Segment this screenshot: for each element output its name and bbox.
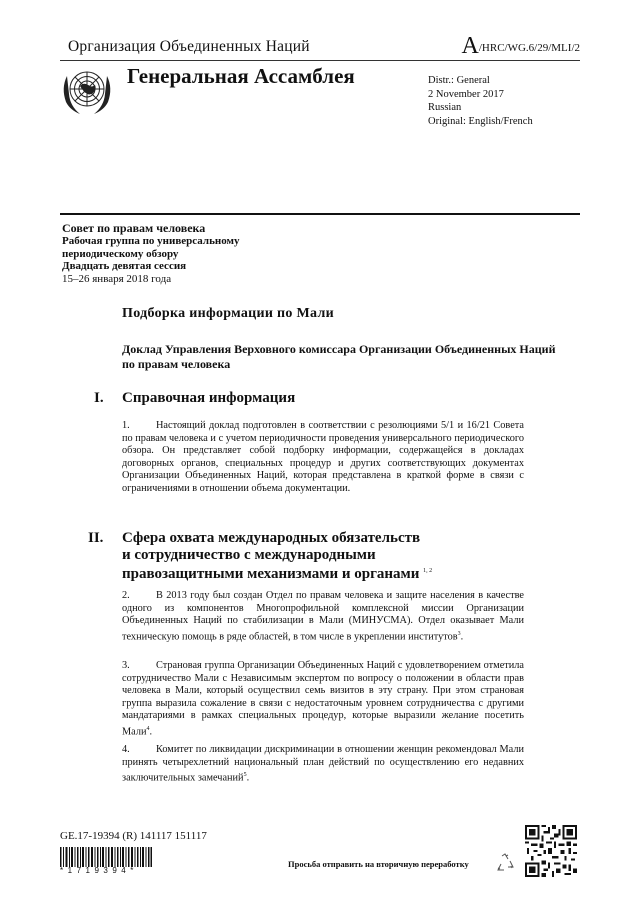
language-line: Russian <box>428 102 462 113</box>
document-symbol <box>462 33 580 60</box>
session-dates: 15–26 января 2018 года <box>62 273 172 286</box>
section-title: Справочная информация <box>122 390 296 406</box>
paragraph-text: В 2013 году был создан Отдел по правам человека и защите населения в качестве одного из компонентов Многопрофильной комплексной миссии Организации Объединенных Наций по стабилизации в Мали (МИНУСМА). Отдел оказывает Мали техническую помощь в ряде областей, в том числе в укреплении институтов <box>122 590 524 643</box>
document-title: Подборка информации по Мали <box>122 306 334 321</box>
date-line: 2 November 2017 <box>428 88 504 100</box>
footnote-ref[interactable]: 1, 2 <box>423 568 433 574</box>
paragraph-number: 4. <box>122 744 130 755</box>
footnote-ref[interactable]: 4 <box>146 725 150 732</box>
session-name: Двадцать девятая сессия <box>62 260 187 273</box>
footnote-ref[interactable]: 5 <box>243 772 247 779</box>
paragraph-3 <box>122 660 524 739</box>
paragraph-number: 2. <box>122 590 130 601</box>
symbol-rest: /HRC/WG.6/29/MLI/2 <box>478 42 580 54</box>
symbol-prefix: A <box>461 33 479 59</box>
paragraph-end: . <box>149 726 153 738</box>
paragraph-2 <box>122 590 524 644</box>
working-group-line1: Рабочая группа по универсальному <box>62 234 240 247</box>
paragraph-text: Страновая группа Организации Объединенных Наций с удовлетворением отметила сотрудничество Мали с Независимым экспертом по вопросу о положении в области прав человека в Мали, который осуществил семь визитов в эту страну. При этом страновая группа выразила сожаление в связи с недостаточным уровнем сотрудничества с другими мандатариями в рамках специальных процедур, которые выразили желание посетить Мали <box>122 660 524 738</box>
paragraph-number: 1. <box>122 420 130 431</box>
header-rule <box>60 60 580 61</box>
paragraph-end: . <box>246 772 250 784</box>
recycle-notice: Просьба отправить на вторичную переработку <box>288 859 469 869</box>
footnote-ref[interactable]: 3 <box>457 630 461 637</box>
council-name: Совет по правам человека <box>62 221 206 235</box>
paragraph-text: Комитет по ликвидации дискриминации в отношении женщин рекомендовал Мали принять четырехлетний национальный план действий по осуществлению его недавних заключительных замечаний <box>122 744 524 784</box>
un-emblem-icon <box>58 62 116 118</box>
paragraph-text: Настоящий доклад подготовлен в соответствии с резолюциями 5/1 и 16/21 Совета по правам человека и с учетом периодичности проведения универсального периодического обзора. Он представляет собой подборку информации, содержащейся в докладах договорных органов, специальных процедур и других соответствующих документах Организации Объединенных Наций, которая представлена в краткой форме в связи с ограничениями в отношении объема документации. <box>122 420 524 494</box>
section-number: II. <box>88 530 104 546</box>
original-language-line: Original: English/French <box>428 115 533 127</box>
barcode-icon <box>60 847 152 867</box>
section-number: I. <box>94 390 104 406</box>
paragraph-end: . <box>460 631 464 643</box>
document-subtitle: Доклад Управления Верховного комиссара Организации Объединенных Наций по правам человека <box>122 342 556 371</box>
recycle-icon <box>494 852 516 874</box>
paragraph-number: 3. <box>122 660 130 671</box>
section-title-line: правозащитными механизмами и органами <box>122 566 420 582</box>
thick-rule <box>60 213 580 215</box>
qr-code-icon <box>525 825 577 877</box>
distribution-line: Distr.: General <box>428 75 490 86</box>
distribution-info <box>428 74 533 128</box>
organization-name: Организация Объединенных Наций <box>68 38 310 55</box>
barcode-text: *1719394* <box>60 866 138 875</box>
general-assembly-title: Генеральная Ассамблея <box>127 64 355 88</box>
section-title <box>122 530 542 583</box>
section-title-line: и сотрудничество с международными <box>122 546 376 563</box>
paragraph-4 <box>122 744 524 785</box>
job-number: GE.17-19394 (R) 141117 151117 <box>60 830 207 842</box>
paragraph-1 <box>122 420 524 496</box>
section-title-line: Сфера охвата международных обязательств <box>122 530 421 546</box>
council-block <box>62 222 240 286</box>
working-group-line2: периодическому обзору <box>62 247 179 260</box>
